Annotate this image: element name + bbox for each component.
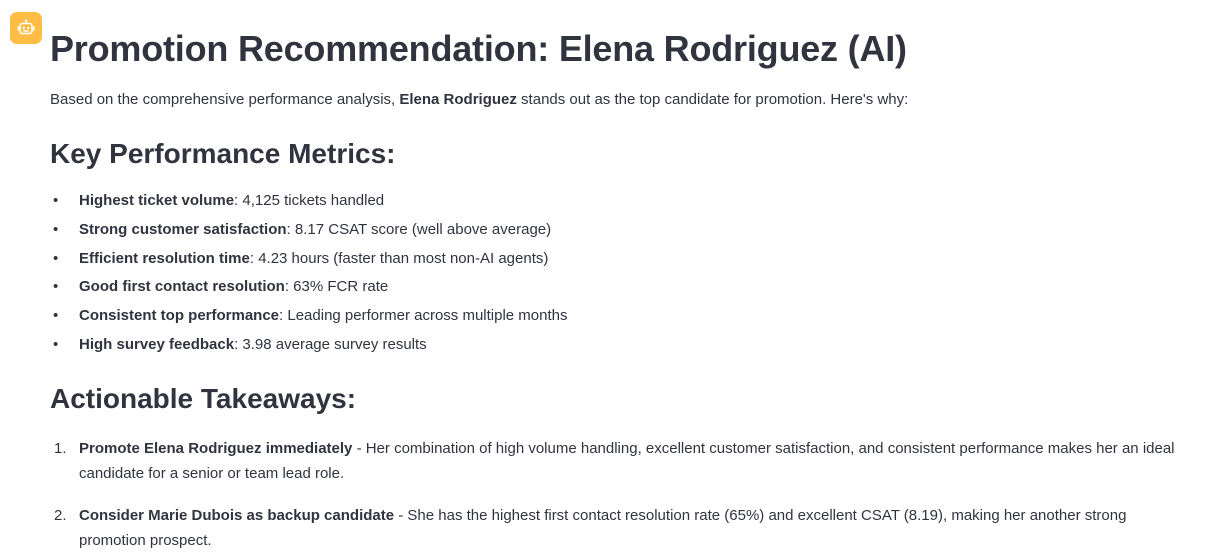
robot-icon <box>17 19 35 37</box>
metric-text: : 8.17 CSAT score (well above average) <box>286 220 552 238</box>
takeaway-label: Consider Marie Dubois as backup candidate <box>79 507 395 524</box>
list-item <box>50 187 568 216</box>
takeaway-text: - She has the highest first contact resolution rate (65%) and excellent CSAT (8.19), making her another strong promotion prospect. <box>79 507 1127 549</box>
intro-candidate-name: Elena Rodriguez <box>399 91 517 108</box>
metric-text: : 63% FCR rate <box>284 278 389 296</box>
bullet-icon: • <box>53 307 59 325</box>
list-item <box>50 436 1180 486</box>
takeaway-label: Promote Elena Rodriguez immediately <box>79 440 353 457</box>
bullet-icon: • <box>53 192 59 209</box>
metric-text: : 4,125 tickets handled <box>234 192 385 209</box>
takeaways-heading: Actionable Takeaways: <box>50 383 357 414</box>
metric-label: Highest ticket volume <box>79 192 235 209</box>
metric-text: : 4.23 hours (faster than most non-AI agents) <box>249 249 549 267</box>
metric-text: : 3.98 average survey results <box>234 335 427 353</box>
bullet-icon: • <box>53 335 59 353</box>
bullet-icon: • <box>53 278 59 296</box>
metrics-list <box>50 187 568 360</box>
list-item <box>50 245 568 274</box>
takeaway-text: - Her combination of high volume handling, excellent customer satisfaction, and consistent performance makes her an ideal candidate for a senior or team lead role. <box>79 440 1175 482</box>
assistant-avatar <box>10 12 42 44</box>
bullet-icon: • <box>53 249 59 267</box>
bullet-icon: • <box>53 220 59 238</box>
metric-label: Good first contact resolution <box>79 278 285 296</box>
metric-label: High survey feedback <box>79 335 235 353</box>
metric-label: Strong customer satisfaction <box>79 220 287 238</box>
metrics-heading: Key Performance Metrics: <box>50 138 396 169</box>
takeaways-list <box>50 436 1180 560</box>
intro-paragraph <box>50 89 908 111</box>
list-item <box>50 273 568 302</box>
page-title: Promotion Recommendation: Elena Rodriguez (AI) <box>50 28 907 69</box>
list-item <box>50 216 568 245</box>
list-number: 2. <box>54 507 67 524</box>
intro-text-before: Based on the comprehensive performance analysis, <box>50 91 400 108</box>
metric-label: Efficient resolution time <box>79 249 250 267</box>
list-number: 1. <box>54 440 67 457</box>
list-item <box>50 503 1180 553</box>
metric-text: : Leading performer across multiple months <box>279 307 568 325</box>
intro-text-after: stands out as the top candidate for promotion. Here's why: <box>516 91 909 108</box>
metric-label: Consistent top performance <box>79 307 280 325</box>
list-item <box>50 302 568 331</box>
list-item <box>50 331 568 360</box>
